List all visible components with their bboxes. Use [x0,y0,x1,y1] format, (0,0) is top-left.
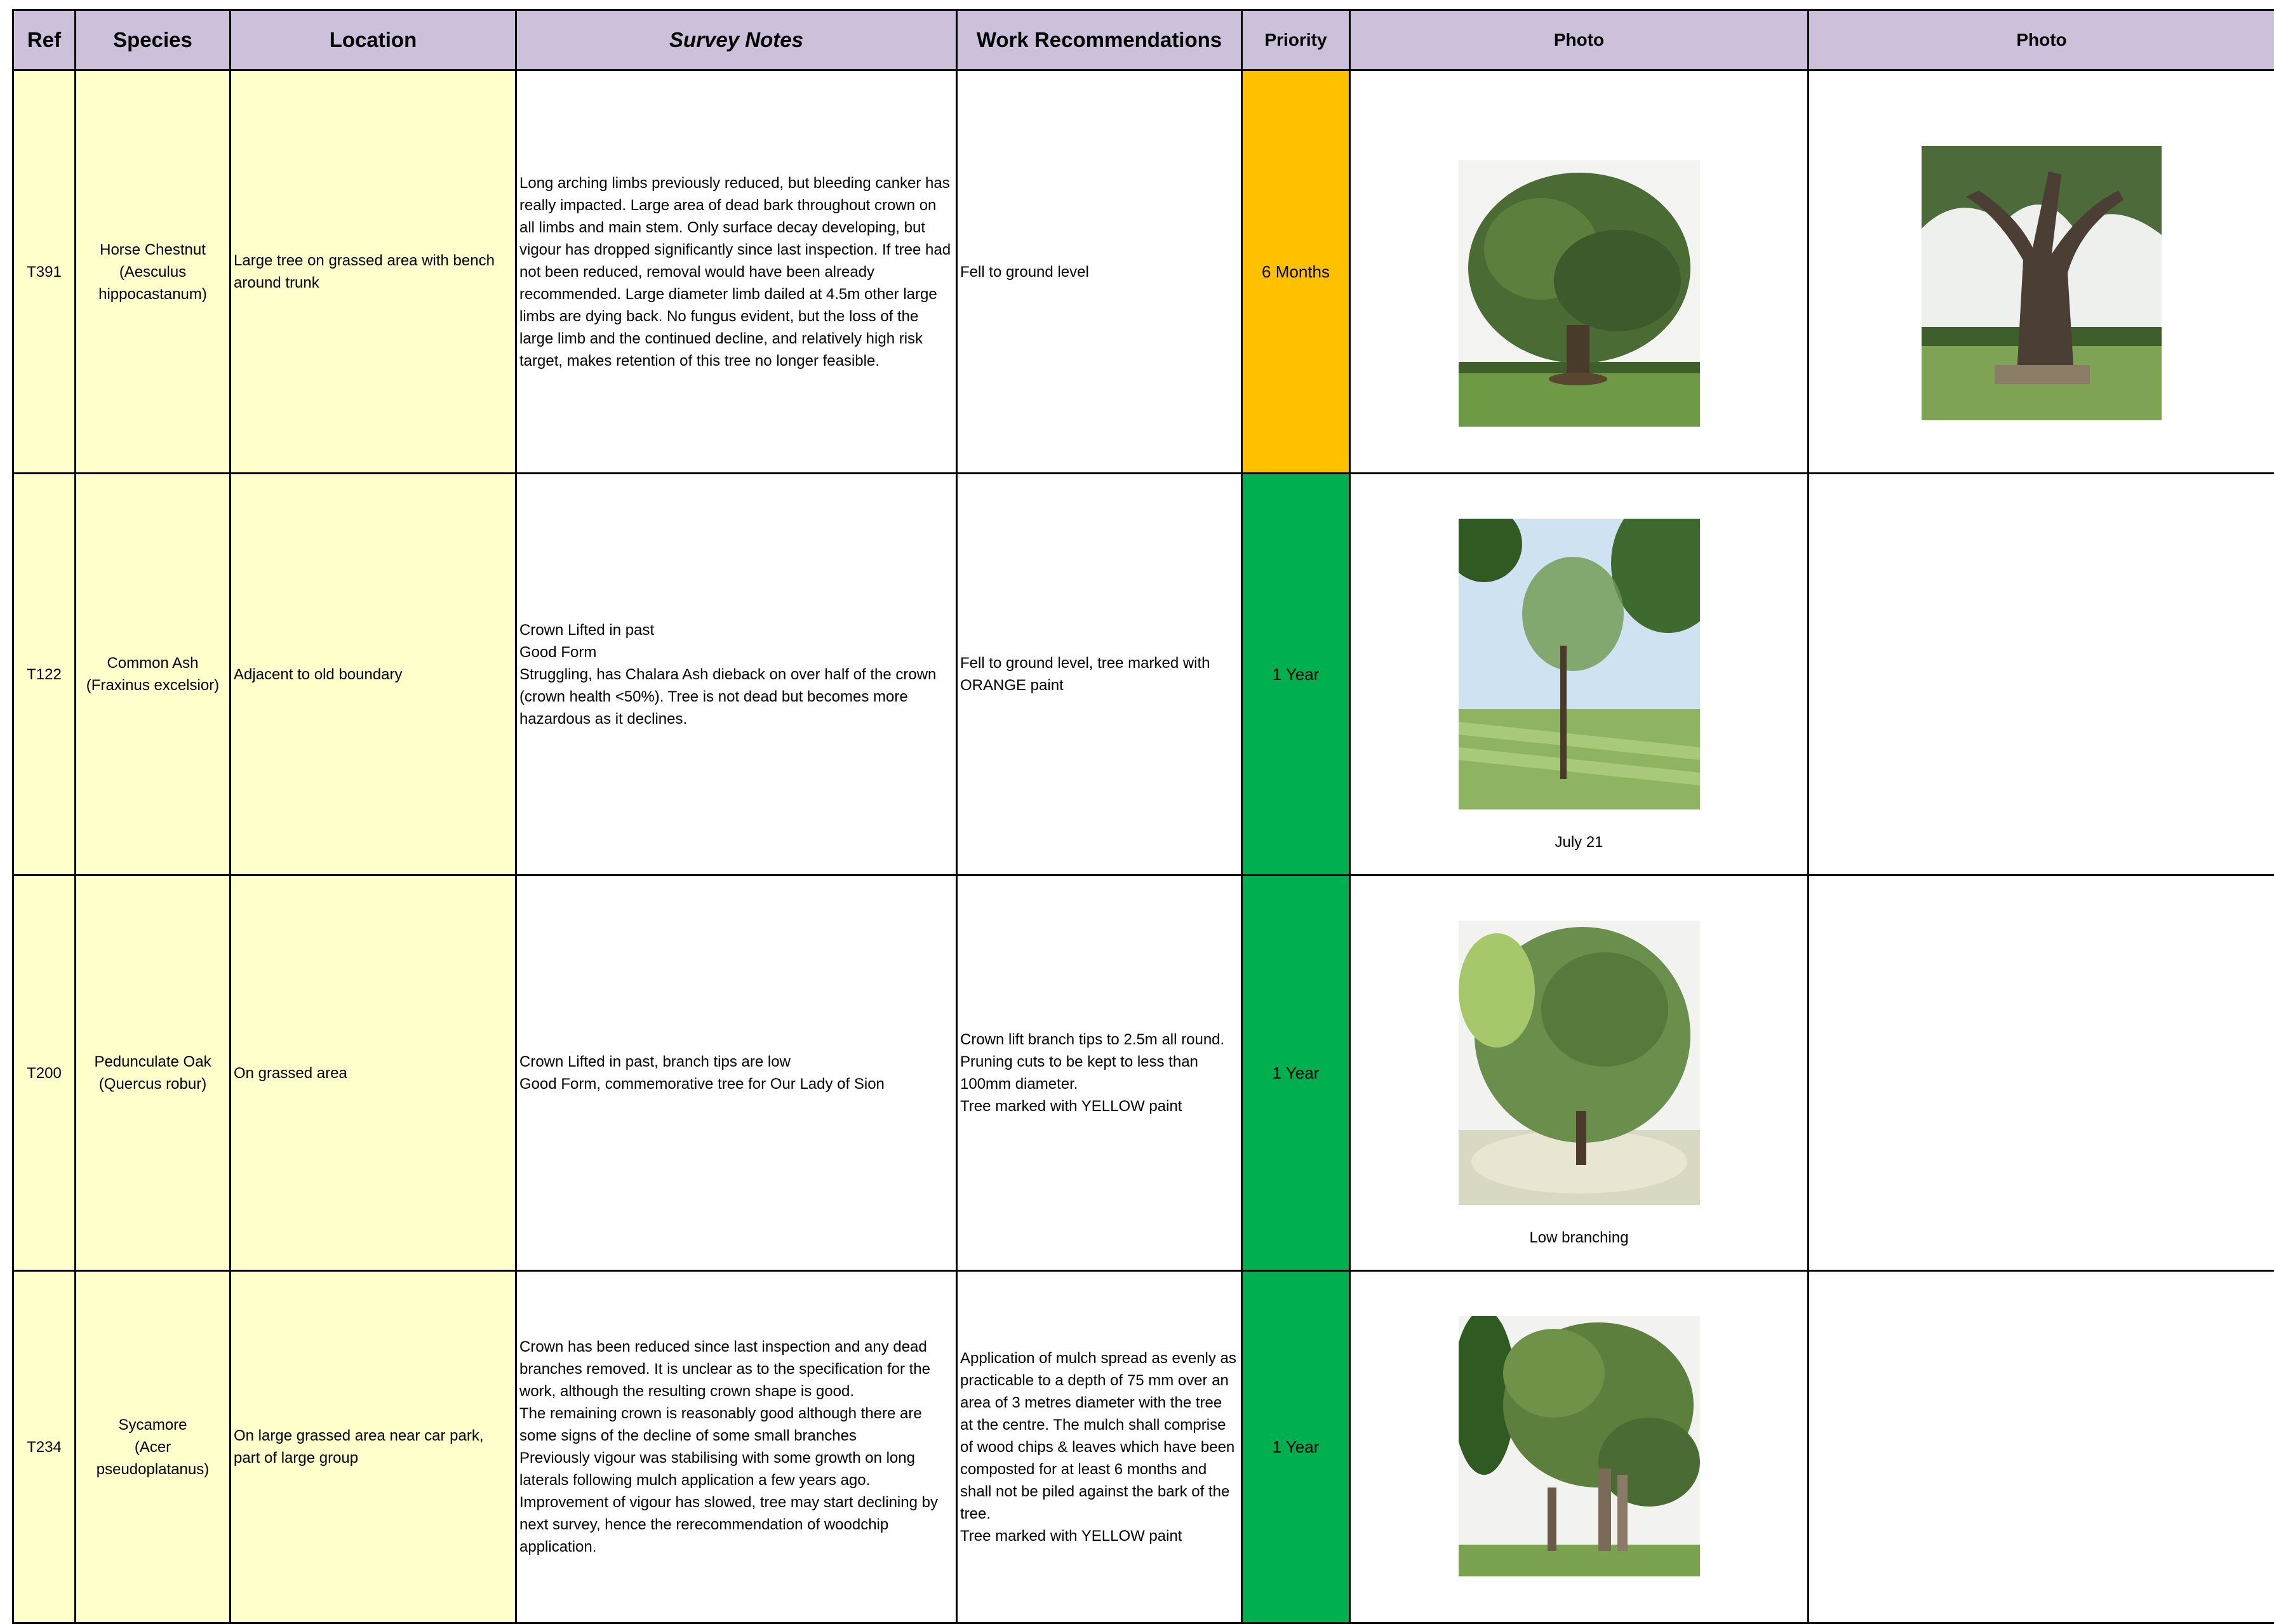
ref-cell: T200 [13,875,76,1271]
location-cell: Adjacent to old boundary [231,474,516,875]
header-photo-1: Photo [1350,10,1809,70]
work-recommendation-cell: Fell to ground level, tree marked with ORANGE paint [957,474,1242,875]
work-recommendation-cell: Fell to ground level [957,70,1242,474]
photo-cell [1350,1271,1809,1623]
header-ref: Ref [13,10,76,70]
photo-cell-2 [1809,474,2274,875]
photo-caption: Low branching [1351,1228,1807,1248]
photo-cell-2 [1809,70,2274,474]
header-species: Species [76,10,231,70]
horse-chestnut-photo [1459,138,1700,449]
header-survey-notes: Survey Notes [516,10,957,70]
survey-notes-cell: Crown Lifted in past, branch tips are low Good Form, commemorative tree for Our Lady of Sion [516,875,957,1271]
ref-cell: T234 [13,1271,76,1623]
location-cell: On grassed area [231,875,516,1271]
species-cell: Pedunculate Oak (Quercus robur) [76,875,231,1271]
photo-cell [1350,474,1809,875]
table-row [13,1271,2274,1623]
species-cell: Sycamore (Acer pseudoplatanus) [76,1271,231,1623]
header-location: Location [231,10,516,70]
photo-cell-2 [1809,1271,2274,1623]
sycamore-group-photo [1459,1294,1700,1599]
work-recommendation-cell: Crown lift branch tips to 2.5m all round. Pruning cuts to be kept to less than 100mm diameter. Tree marked with YELLOW paint [957,875,1242,1271]
tree-survey-table [12,9,2274,1624]
species-cell: Horse Chestnut (Aesculus hippocastanum) [76,70,231,474]
trunk-bench-photo [1922,124,2162,443]
survey-notes-cell: Crown Lifted in past Good Form Struggling, has Chalara Ash dieback on over half of the crown (crown health <50%). Tree is not dead but becomes more hazardous as it declines. [516,474,957,875]
header-row [13,10,2274,70]
oak-tree-photo [1459,898,1700,1227]
location-cell: On large grassed area near car park, part of large group [231,1271,516,1623]
photo-cell [1350,875,1809,1271]
header-photo-2: Photo [1809,10,2274,70]
survey-notes-cell: Long arching limbs previously reduced, but bleeding canker has really impacted. Large area of dead bark throughout crown on all limbs and main stem. Only surface decay developing, but vigour has dropped significantly since last inspection. If tree had not been reduced, removal would have been already recommended. Large diameter limb dailed at 4.5m other large limbs are dying back. No fungus evident, but the loss of the large limb and the continued decline, and relatively high risk target, makes retention of this tree no longer feasible. [516,70,957,474]
priority-cell: 1 Year [1242,875,1350,1271]
priority-cell: 1 Year [1242,1271,1350,1623]
species-cell: Common Ash (Fraxinus excelsior) [76,474,231,875]
ash-tree-photo [1459,496,1700,832]
ref-cell: T391 [13,70,76,474]
table-row [13,474,2274,875]
work-recommendation-cell: Application of mulch spread as evenly as practicable to a depth of 75 mm over an area of 3 metres diameter with the tree at the centre. The mulch shall comprise of wood chips & leaves which have been composted for at least 6 months and shall not be piled against the bark of the tree. Tree marked with YELLOW paint [957,1271,1242,1623]
header-priority: Priority [1242,10,1350,70]
photo-caption: July 21 [1351,833,1807,852]
location-cell: Large tree on grassed area with bench around trunk [231,70,516,474]
priority-cell: 6 Months [1242,70,1350,474]
table-row [13,875,2274,1271]
survey-notes-cell: Crown has been reduced since last inspection and any dead branches removed. It is unclear as to the specification for the work, although the resulting crown shape is good. The remaining crown is reasonably good although there are some signs of the decline of some small branches Previously vigour was stabilising with some growth on long laterals following mulch application a few years ago. Improvement of vigour has slowed, tree may start declining by next survey, hence the rerecommendation of woodchip application. [516,1271,957,1623]
priority-cell: 1 Year [1242,474,1350,875]
photo-cell-2 [1809,875,2274,1271]
ref-cell: T122 [13,474,76,875]
table-row [13,70,2274,474]
photo-cell [1350,70,1809,474]
header-work-recommendations: Work Recommendations [957,10,1242,70]
